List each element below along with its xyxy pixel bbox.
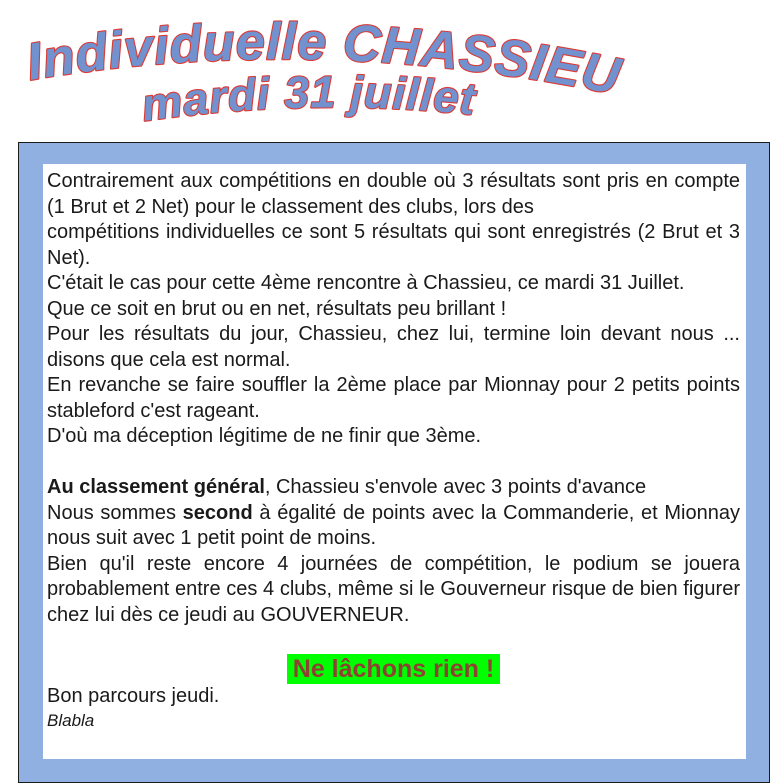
paragraph bbox=[47, 271, 740, 297]
wordart-title bbox=[0, 0, 773, 142]
text-run: , Chassieu s'envole avec 3 points d'avance bbox=[264, 476, 647, 498]
text-run: Pour les résultats du jour, Chassieu, chez lui, termine loin devant nous ... disons que cela est normal. bbox=[47, 323, 740, 371]
wordart-svg bbox=[0, 0, 773, 142]
text-run: Nous sommes bbox=[47, 501, 183, 524]
text-run: compétitions individuelles ce sont 5 résultats qui sont enregistrés (2 Brut et 3 Net). bbox=[47, 221, 740, 269]
paragraph bbox=[47, 552, 740, 629]
paragraph bbox=[47, 424, 740, 450]
text-run: Que ce soit en brut ou en net, résultats peu brillant ! bbox=[47, 297, 507, 320]
paragraph bbox=[47, 297, 740, 323]
paragraph bbox=[47, 169, 740, 271]
text-run: Contrairement aux compétitions en double où 3 résultats sont pris en compte (1 Brut et 2 Net) pour le classement des clubs, lors des bbox=[47, 170, 740, 218]
text-run: à égalité de points avec la Commanderie, et Mionnay nous suit avec 1 petit point de moins. bbox=[47, 501, 740, 549]
text-run: Bon parcours jeudi. bbox=[47, 684, 220, 707]
highlight-text: Ne lâchons rien ! bbox=[287, 654, 500, 684]
paragraph bbox=[47, 654, 740, 684]
text-run: D'où ma déception légitime de ne finir que 3ème. bbox=[47, 425, 482, 447]
text-run: second bbox=[182, 501, 253, 524]
spacer bbox=[47, 450, 740, 476]
text-run: Au classement général bbox=[47, 476, 265, 498]
paragraph bbox=[47, 373, 740, 424]
title-line1: Individuelle CHASSIEU bbox=[22, 13, 626, 107]
spacer bbox=[47, 628, 740, 654]
text-panel bbox=[43, 164, 746, 759]
paragraph bbox=[47, 709, 740, 732]
content-box bbox=[18, 142, 770, 783]
paragraph bbox=[47, 322, 740, 373]
text-run: Blabla bbox=[47, 711, 95, 730]
text-run: En revanche se faire souffler la 2ème place par Mionnay pour 2 petits points stableford c'est rageant. bbox=[47, 374, 740, 422]
title-line2: mardi 31 juillet bbox=[138, 66, 479, 131]
text-run: Bien qu'il reste encore 4 journées de compétition, le podium se jouera probablement entre ces 4 clubs, même si le Gouverneur risque de bien figurer chez lui dès ce jeudi au GOUVERNEUR. bbox=[47, 552, 740, 626]
paragraph bbox=[47, 684, 740, 710]
text-run: C'était le cas pour cette 4ème rencontre à Chassieu, ce mardi 31 Juillet. bbox=[47, 272, 685, 294]
paragraph bbox=[47, 475, 740, 552]
